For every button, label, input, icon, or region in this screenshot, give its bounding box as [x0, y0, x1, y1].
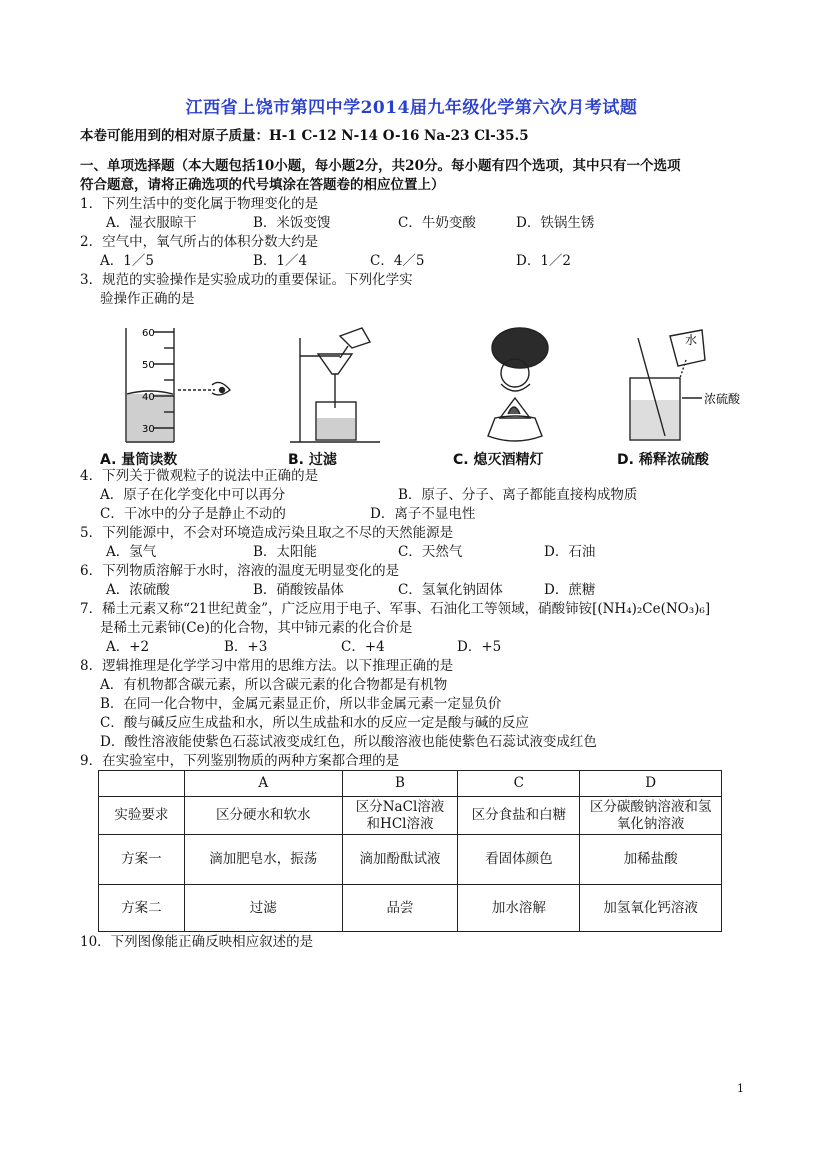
q3-figure	[90, 318, 741, 453]
q1-option-a: A．湿衣服晾干	[106, 215, 197, 231]
q9-cell: 加水溶解	[458, 885, 580, 932]
q4-option-b: B．原子、分子、离子都能直接构成物质	[398, 487, 638, 503]
q5-option-b: B．太阳能	[253, 544, 317, 560]
q9-cell: 滴加酚酞试液	[342, 835, 458, 885]
q4-stem: 4．下列关于微观粒子的说法中正确的是	[80, 468, 319, 484]
q9-cell: 区分碳酸钠溶液和氢 氧化钠溶液	[580, 797, 722, 835]
q6-option-c: C．氢氧化钠固体	[398, 582, 503, 598]
q9-header-cell	[99, 771, 185, 797]
q1-stem: 1．下列生活中的变化属于物理变化的是	[80, 196, 319, 212]
q8-option-d: D．酸性溶液能使紫色石蕊试液变成红色，所以酸溶液也能使紫色石蕊试液变成红色	[100, 734, 597, 750]
q2-option-b: B．1／4	[253, 253, 308, 269]
q8-option-c: C．酸与碱反应生成盐和水，所以生成盐和水的反应一定是酸与碱的反应	[100, 715, 529, 731]
q1-option-b: B．米饭变馊	[253, 215, 331, 231]
q3-figure-label-c: C. 熄灭酒精灯	[453, 452, 544, 468]
section1-heading-line2: 符合题意，请将正确选项的代号填涂在答题卷的相应位置上）	[80, 177, 445, 193]
q9-cell: 加稀盐酸	[580, 835, 722, 885]
q3-stem-line1: 3．规范的实验操作是实验成功的重要保证。下列化学实	[80, 272, 413, 288]
q7-stem-line2: 是稀土元素铈(Ce)的化合物，其中铈元素的化合价是	[100, 620, 413, 636]
q9-cell: 区分NaCl溶液 和HCl溶液	[342, 797, 458, 835]
q6-stem: 6．下列物质溶解于水时，溶液的温度无明显变化的是	[80, 563, 400, 579]
q9-row-requirement	[99, 797, 722, 835]
q5-stem: 5．下列能源中，不会对环境造成污染且取之不尽的天然能源是	[80, 525, 454, 541]
q9-cell: 滴加肥皂水，振荡	[184, 835, 342, 885]
q7-option-b: B．+3	[224, 639, 268, 655]
q9-header-cell: A	[184, 771, 342, 797]
atomic-masses: 本卷可能用到的相对原子质量：H-1 C-12 N-14 O-16 Na-23 Cl-35.5	[80, 128, 529, 144]
q9-row-plan2	[99, 885, 722, 932]
q9-cell: 加氢氧化钙溶液	[580, 885, 722, 932]
q9-header-cell: C	[458, 771, 580, 797]
label-concentrated-sulfuric-acid: 浓硫酸	[704, 392, 741, 406]
q7-stem-line1: 7．稀土元素又称“21世纪黄金”，广泛应用于电子、军事、石油化工等领域，硝酸铈铵[(NH₄)₂Ce(NO₃)₆]	[80, 601, 711, 617]
q9-cell: 过滤	[184, 885, 342, 932]
q1-option-c: C．牛奶变酸	[398, 215, 476, 231]
q9-table	[98, 770, 722, 932]
q3-figure-label-d: D. 稀释浓硫酸	[617, 452, 709, 468]
page-number: 1	[737, 1082, 744, 1095]
q4-option-a: A．原子在化学变化中可以再分	[100, 487, 286, 503]
q2-option-d: D．1／2	[516, 253, 572, 269]
page-title: 江西省上饶市第四中学2014届九年级化学第六次月考试题	[185, 98, 638, 118]
q3-stem-line2: 验操作正确的是	[100, 291, 195, 307]
q8-option-b: B．在同一化合物中，金属元素显正价，所以非金属元素一定显负价	[100, 696, 502, 712]
q10-stem: 10．下列图像能正确反映相应叙述的是	[80, 934, 314, 950]
q5-option-c: C．天然气	[398, 544, 463, 560]
q6-option-b: B．硝酸铵晶体	[253, 582, 344, 598]
q8-option-a: A．有机物都含碳元素，所以含碳元素的化合物都是有机物	[100, 677, 448, 693]
q9-row-plan1	[99, 835, 722, 885]
q9-cell: 看固体颜色	[458, 835, 580, 885]
q9-stem: 9．在实验室中，下列鉴别物质的两种方案都合理的是	[80, 753, 400, 769]
q9-cell: 区分食盐和白糖	[458, 797, 580, 835]
q7-option-d: D．+5	[457, 639, 502, 655]
section1-heading-line1: 一、单项选择题（本大题包括10小题，每小题2分，共20分。每小题有四个选项，其中只有一个选项	[80, 158, 681, 174]
alcohol-lamp-drawing	[488, 328, 548, 441]
q3-figure-label-a: A. 量筒读数	[100, 452, 178, 468]
tick-label-50: 50	[142, 360, 155, 371]
filtration-drawing	[290, 328, 380, 442]
q2-stem: 2．空气中，氧气所占的体积分数大约是	[80, 234, 319, 250]
q5-option-a: A．氢气	[106, 544, 157, 560]
q3-figure-label-b: B. 过滤	[288, 452, 337, 468]
q4-option-d: D．离子不显电性	[370, 506, 476, 522]
q5-option-d: D．石油	[544, 544, 596, 560]
q8-stem: 8．逻辑推理是化学学习中常用的思维方法。以下推理正确的是	[80, 658, 454, 674]
q9-header-cell: D	[580, 771, 722, 797]
q1-option-d: D．铁锅生锈	[516, 215, 595, 231]
q7-option-c: C．+4	[341, 639, 385, 655]
q9-header-cell: B	[342, 771, 458, 797]
tick-label-40: 40	[142, 392, 155, 403]
q2-option-a: A．1／5	[100, 253, 154, 269]
tick-label-60: 60	[142, 328, 155, 339]
q9-cell: 品尝	[342, 885, 458, 932]
q9-cell: 实验要求	[99, 797, 185, 835]
label-water: 水	[685, 333, 698, 347]
q9-header-row	[99, 771, 722, 797]
q2-option-c: C．4／5	[370, 253, 425, 269]
q4-option-c: C．干冰中的分子是静止不动的	[100, 506, 286, 522]
q6-option-a: A．浓硫酸	[106, 582, 170, 598]
tick-label-30: 30	[142, 424, 155, 435]
q6-option-d: D．蔗糖	[544, 582, 596, 598]
q9-cell: 方案一	[99, 835, 185, 885]
q9-cell: 区分硬水和软水	[184, 797, 342, 835]
q9-cell: 方案二	[99, 885, 185, 932]
q7-option-a: A．+2	[106, 639, 150, 655]
